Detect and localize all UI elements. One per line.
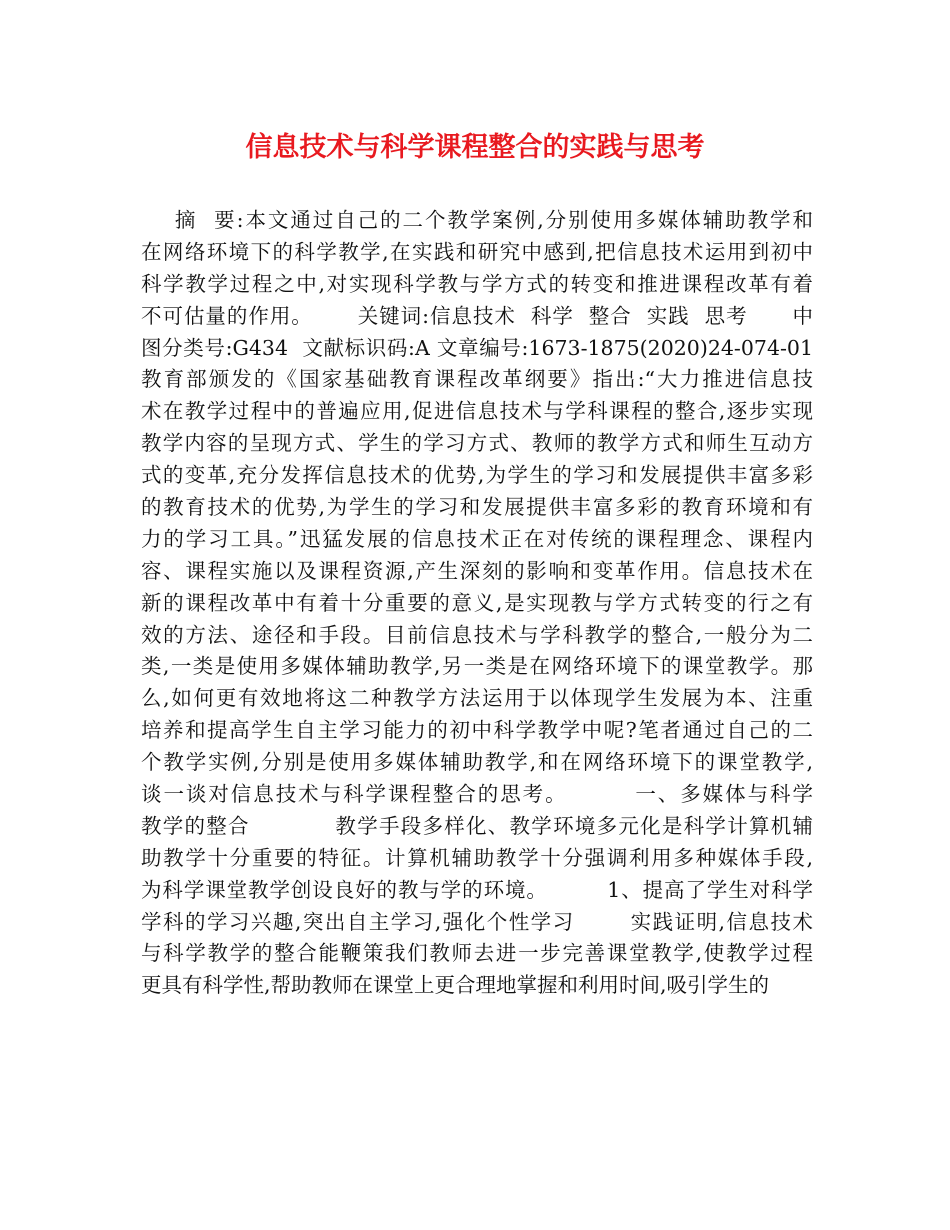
body-line: 培养和提高学生自主学习能力的初中科学教学中呢?笔者通过自己的二 — [141, 718, 813, 743]
body-line: 谈一谈对信息技术与科学课程整合的思考。 一、多媒体与科学 — [141, 782, 813, 807]
body-line: 式的变革,充分发挥信息技术的优势,为学生的学习和发展提供丰富多彩 — [141, 463, 813, 488]
body-line: 教学内容的呈现方式、学生的学习方式、教师的教学方式和师生互动方 — [141, 431, 813, 456]
body-line: 力的学习工具。”迅猛发展的信息技术正在对传统的课程理念、课程内 — [141, 526, 813, 551]
body-line: 术在教学过程中的普遍应用,促进信息技术与学科课程的整合,逐步实现 — [141, 399, 813, 424]
body-line: 科学教学过程之中,对实现科学教与学方式的转变和推进课程改革有着 — [141, 271, 813, 296]
body-line: 教学的整合 教学手段多样化、教学环境多元化是科学计算机辅 — [141, 813, 813, 838]
body-line: 容、课程实施以及课程资源,产生深刻的影响和变革作用。信息技术在 — [141, 558, 813, 583]
body-line: 学科的学习兴趣,突出自主学习,强化个性学习 实践证明,信息技术 — [141, 909, 813, 934]
body-line: 不可估量的作用。 关键词:信息技术 科学 整合 实践 思考 中 — [141, 303, 813, 328]
body-line: 在网络环境下的科学教学,在实践和研究中感到,把信息技术运用到初中 — [141, 239, 813, 264]
body-line: 为科学课堂教学创设良好的教与学的环境。 1、提高了学生对科学 — [141, 877, 813, 902]
body-line: 更具有科学性,帮助教师在课堂上更合理地掌握和利用时间,吸引学生的 — [141, 973, 770, 998]
body-line: 么,如何更有效地将这二种教学方法运用于以体现学生发展为本、注重 — [141, 686, 813, 711]
body-line: 的教育技术的优势,为学生的学习和发展提供丰富多彩的教育环境和有 — [141, 495, 813, 520]
body-line: 类,一类是使用多媒体辅助教学,另一类是在网络环境下的课堂教学。那 — [141, 654, 813, 679]
body-line: 图分类号:G434 文献标识码:A 文章编号:1673-1875(2020)24-074-01 — [141, 335, 813, 360]
body-line: 与科学教学的整合能鞭策我们教师去进一步完善课堂教学,使教学过程 — [141, 941, 813, 966]
body-line: 助教学十分重要的特征。计算机辅助教学十分强调利用多种媒体手段, — [141, 845, 813, 870]
body-line: 新的课程改革中有着十分重要的意义,是实现教与学方式转变的行之有 — [141, 590, 813, 615]
body-line: 教育部颁发的《国家基础教育课程改革纲要》指出:“大力推进信息技 — [141, 367, 813, 392]
body-line: 效的方法、途径和手段。目前信息技术与学科教学的整合,一般分为二 — [141, 622, 813, 647]
document-title: 信息技术与科学课程整合的实践与思考 — [245, 132, 705, 163]
body-line: 摘 要:本文通过自己的二个教学案例,分别使用多媒体辅助教学和 — [141, 208, 813, 232]
body-line: 个教学实例,分别是使用多媒体辅助教学,和在网络环境下的课堂教学, — [141, 750, 813, 775]
body-text — [141, 205, 813, 1002]
